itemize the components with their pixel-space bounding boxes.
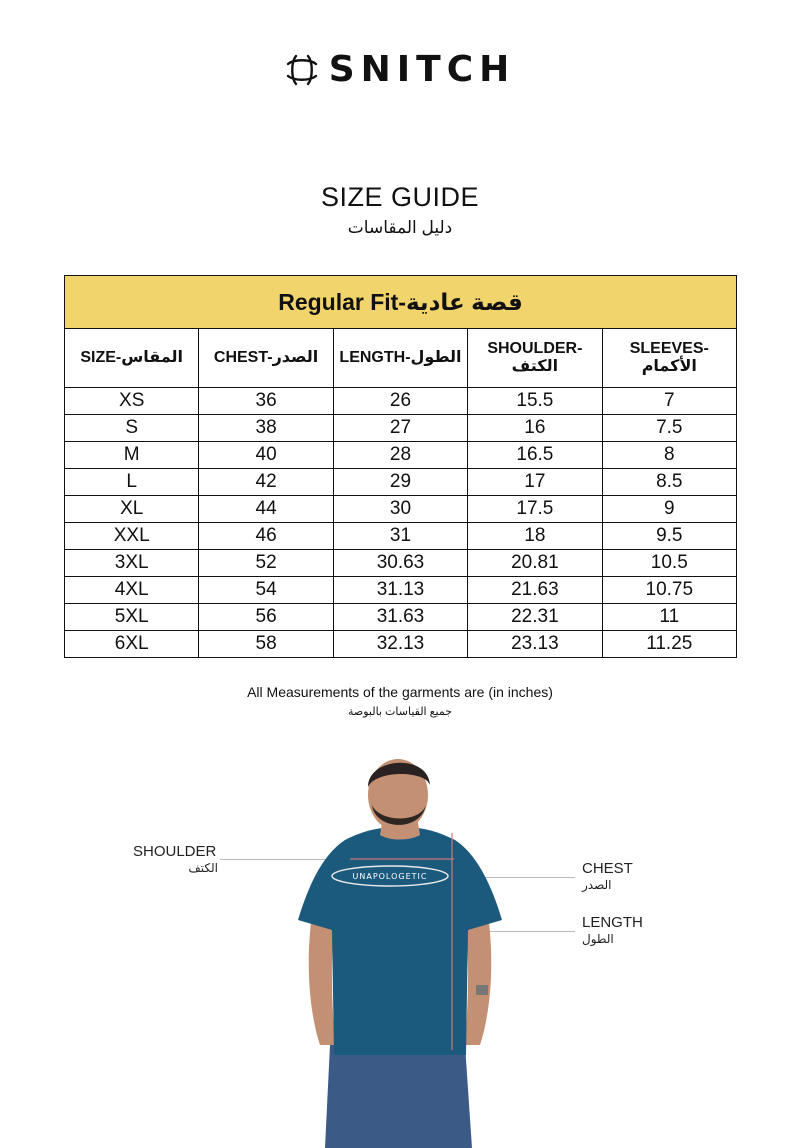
table-cell: 7.5 — [602, 415, 736, 442]
table-cell: 8.5 — [602, 469, 736, 496]
measurement-note-arabic: جميع القياسات بالبوصة — [347, 706, 453, 718]
table-cell: 40 — [199, 442, 333, 469]
table-cell: 17.5 — [468, 496, 602, 523]
column-header-line: LENGTH-الطول — [339, 349, 462, 366]
table-cell: 9 — [602, 496, 736, 523]
column-header-chest — [199, 329, 333, 388]
page-title: SIZE GUIDE — [320, 182, 480, 212]
column-header-line: SHOULDER- — [487, 340, 583, 357]
table-body — [65, 388, 737, 658]
shoulder-label-arabic: الكتف — [188, 861, 218, 875]
table-cell: 9.5 — [602, 523, 736, 550]
table-cell: 44 — [199, 496, 333, 523]
shirt-print-text: UNAPOLOGETIC — [352, 872, 428, 881]
chest-label: CHEST الصدر — [582, 860, 633, 892]
table-cell: 52 — [199, 550, 333, 577]
table-row — [65, 604, 737, 631]
table-cell: S — [65, 415, 199, 442]
table-cell: 31.63 — [333, 604, 467, 631]
table-cell: 42 — [199, 469, 333, 496]
table-cell: 30 — [333, 496, 467, 523]
table-cell: 31 — [333, 523, 467, 550]
table-cell: XL — [65, 496, 199, 523]
chest-label-arabic: الصدر — [582, 878, 612, 892]
table-cell: 26 — [333, 388, 467, 415]
table-cell: 3XL — [65, 550, 199, 577]
shoulder-label: SHOULDER الكتف — [133, 843, 218, 875]
table-cell: 15.5 — [468, 388, 602, 415]
table-cell: 20.81 — [468, 550, 602, 577]
table-cell: 22.31 — [468, 604, 602, 631]
table-cell: 54 — [199, 577, 333, 604]
table-cell: XS — [65, 388, 199, 415]
brand-name: SNITCH — [328, 49, 516, 90]
table-cell: 23.13 — [468, 631, 602, 658]
column-header-line: الأكمام — [641, 358, 697, 375]
table-row — [65, 631, 737, 658]
table-row — [65, 577, 737, 604]
table-cell: 28 — [333, 442, 467, 469]
table-row — [65, 496, 737, 523]
fit-header-row — [65, 276, 737, 329]
table-row — [65, 469, 737, 496]
table-cell: L — [65, 469, 199, 496]
column-header-line: CHEST-الصدر — [213, 349, 319, 366]
column-header-shoulder — [468, 329, 602, 388]
brand-logo — [0, 50, 800, 90]
table-cell: 16 — [468, 415, 602, 442]
length-label: LENGTH الطول — [582, 914, 643, 946]
table-cell: 31.13 — [333, 577, 467, 604]
model-illustration — [280, 745, 520, 1148]
column-header-sleeves — [602, 329, 736, 388]
table-cell: 10.75 — [602, 577, 736, 604]
table-row — [65, 550, 737, 577]
size-table — [64, 275, 737, 658]
table-cell: 6XL — [65, 631, 199, 658]
table-cell: 36 — [199, 388, 333, 415]
table-cell: 4XL — [65, 577, 199, 604]
fit-label: Regular Fit-قصة عادية — [65, 276, 737, 329]
table-cell: 46 — [199, 523, 333, 550]
column-header-length — [333, 329, 467, 388]
table-cell: M — [65, 442, 199, 469]
column-header-line: SLEEVES- — [629, 340, 709, 357]
table-cell: 11.25 — [602, 631, 736, 658]
table-cell: 32.13 — [333, 631, 467, 658]
table-cell: 21.63 — [468, 577, 602, 604]
table-cell: 7 — [602, 388, 736, 415]
table-cell: 58 — [199, 631, 333, 658]
table-cell: 16.5 — [468, 442, 602, 469]
table-cell: 8 — [602, 442, 736, 469]
table-row — [65, 523, 737, 550]
column-header-size — [65, 329, 199, 388]
table-row — [65, 415, 737, 442]
table-cell: 5XL — [65, 604, 199, 631]
table-row — [65, 442, 737, 469]
column-header-row — [65, 329, 737, 388]
hash-grid-logo-icon — [285, 53, 319, 87]
table-cell: 18 — [468, 523, 602, 550]
table-cell: 17 — [468, 469, 602, 496]
measurement-note: All Measurements of the garments are (in inches) — [247, 684, 553, 700]
table-cell: 27 — [333, 415, 467, 442]
length-label-arabic: الطول — [582, 932, 614, 946]
page-subtitle: دليل المقاسات — [347, 218, 453, 237]
table-cell: 56 — [199, 604, 333, 631]
table-cell: 10.5 — [602, 550, 736, 577]
column-header-line: SIZE-المقاس — [80, 349, 184, 366]
column-header-line: الكتف — [511, 358, 559, 375]
table-cell: XXL — [65, 523, 199, 550]
table-row — [65, 388, 737, 415]
table-cell: 30.63 — [333, 550, 467, 577]
table-cell: 11 — [602, 604, 736, 631]
table-cell: 29 — [333, 469, 467, 496]
table-cell: 38 — [199, 415, 333, 442]
